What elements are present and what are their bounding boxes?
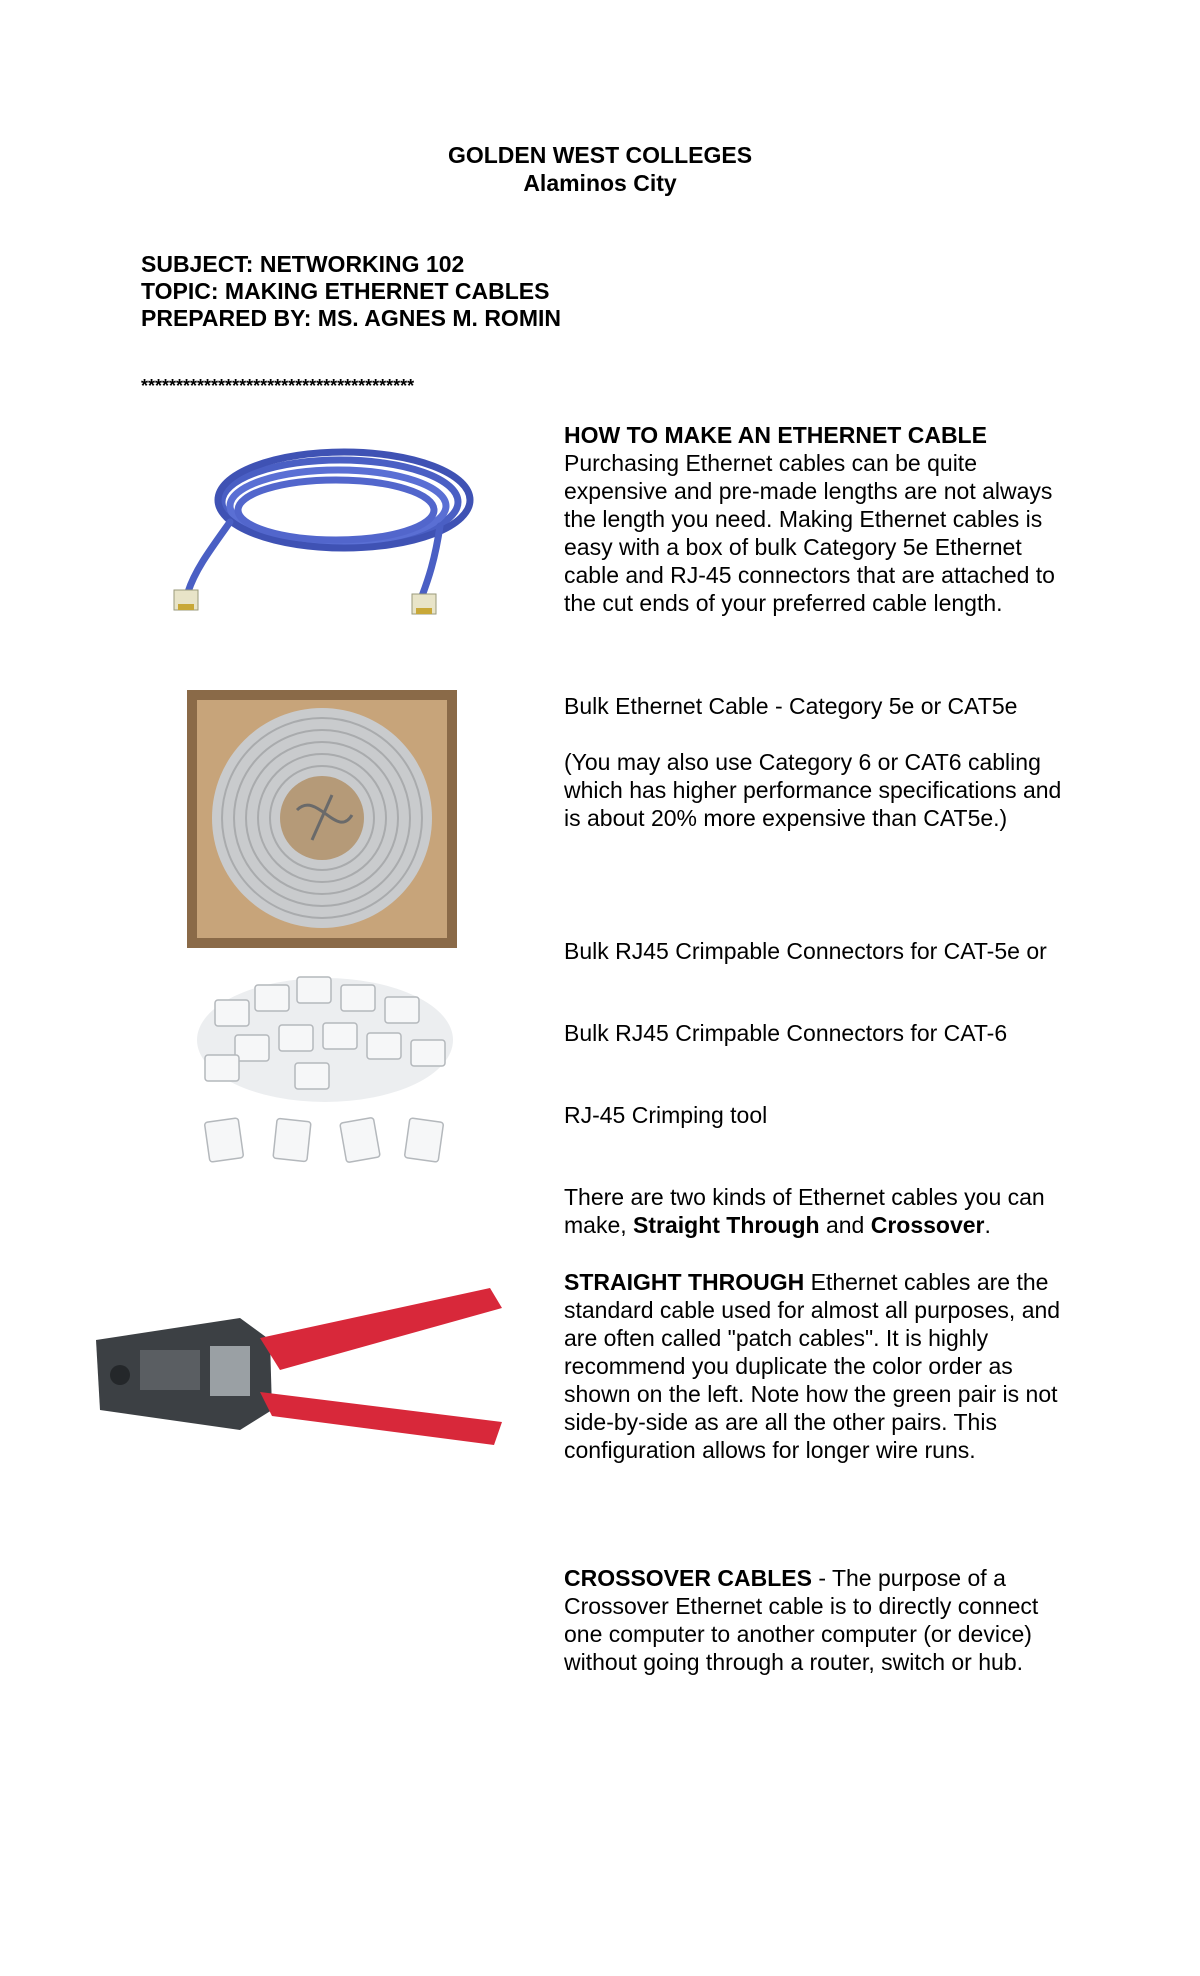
kinds-straight: Straight Through [633,1212,820,1238]
intro-section [564,421,1074,617]
crimping-tool-image [90,1280,510,1470]
divider-stars: *************************************** [141,376,415,396]
subject-line: SUBJECT: NETWORKING 102 [141,251,465,277]
intro-heading: HOW TO MAKE AN ETHERNET CABLE [564,422,987,448]
kinds-lead: There are two kinds of Ethernet cables you can make, [564,1184,1045,1238]
prepared-by-line: PREPARED BY: MS. AGNES M. ROMIN [141,305,561,331]
kinds-crossover: Crossover [870,1212,985,1238]
connectors-5e-text: Bulk RJ45 Crimpable Connectors for CAT-5e or [564,938,1047,964]
crimping-tool-text: RJ-45 Crimping tool [564,1102,768,1128]
school-city: Alaminos City [523,170,677,196]
cat6-note: (You may also use Category 6 or CAT6 cabling which has higher performance specifications and is about 20% more expensive than CAT5e.) [564,749,1062,831]
bulk-cable-box-image [187,690,457,948]
connectors-6-text: Bulk RJ45 Crimpable Connectors for CAT-6 [564,1020,1008,1046]
crimper-upper-handle [260,1288,502,1370]
straight-through-body: Ethernet cables are the standard cable used for almost all purposes, and are often called "patch cables". It is highly recommend you duplicate the color order as shown on the left. Note how the green pair is not side-by-side as are all the other pairs. This configuration allows for longer wire runs. [564,1269,1061,1463]
cable-kinds-paragraph [564,1183,1074,1239]
rj45-plug-right [412,594,436,614]
crossover-body: - The purpose of a Crossover Ethernet cable is to directly connect one computer to another computer (or device) without going through a router, switch or hub. [564,1565,1039,1675]
straight-through-paragraph [564,1268,1074,1464]
straight-through-heading: STRAIGHT THROUGH [564,1269,805,1295]
crossover-heading: CROSSOVER CABLES [564,1565,812,1591]
school-name: GOLDEN WEST COLLEGES [447,142,753,168]
topic-line: TOPIC: MAKING ETHERNET CABLES [141,278,550,304]
ethernet-cable-image [150,430,490,630]
crimper-head [96,1318,272,1430]
rj45-plug-left [174,590,198,610]
bulk-cable-text: Bulk Ethernet Cable - Category 5e or CAT5e [564,693,1018,719]
intro-body: Purchasing Ethernet cables can be quite expensive and pre-made lengths are not always the length you need. Making Ethernet cables is easy with a box of bulk Category 5e Ethernet cable and RJ-45 connectors that are attached to the cut ends of your preferred cable length. [564,450,1055,616]
crossover-paragraph [564,1564,1074,1676]
kinds-and: and [819,1212,871,1238]
kinds-end: . [984,1212,991,1238]
rj45-connectors-image [185,955,465,1165]
crimper-lower-handle [260,1392,502,1445]
